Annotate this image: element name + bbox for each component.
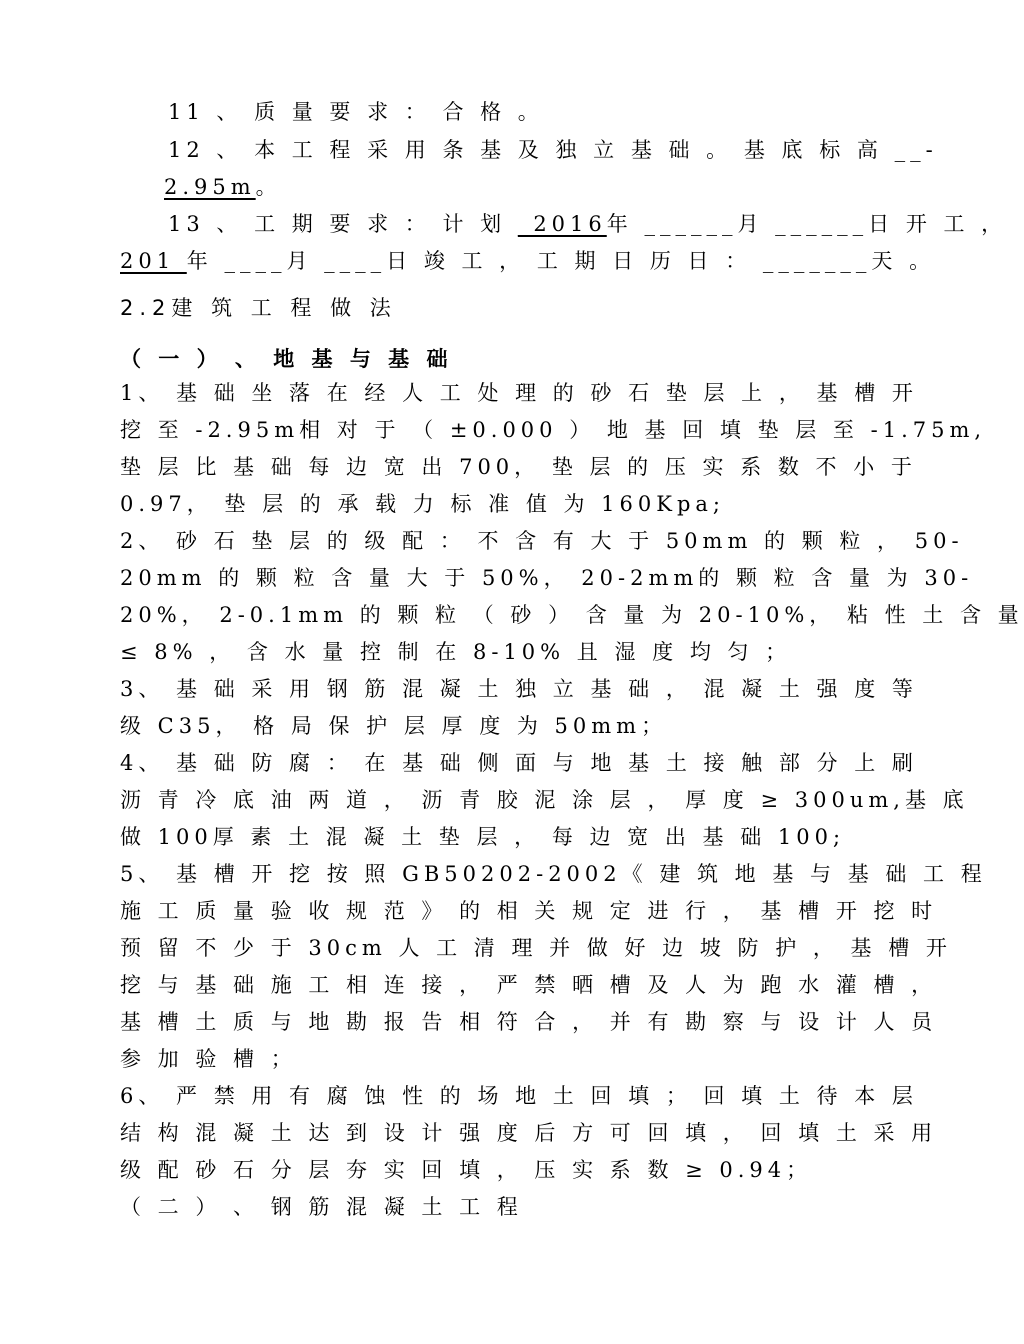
item-13-start-label: 日 开 工 ， — [868, 212, 1008, 236]
body-line: 结 构 混 凝 土 达 到 设 计 强 度 后 方 可 回 填 ， 回 填 土 采 用 — [120, 1121, 938, 1145]
body-line: 预 留 不 少 于 30cm 人 工 清 理 并 做 好 边 坡 防 护 ， 基 槽 开 — [120, 936, 952, 960]
item-13-end-year: 201 — [120, 249, 187, 273]
body-line: 沥 青 冷 底 油 两 道 ， 沥 青 胶 泥 涂 层 ， 厚 度 ≥ 300um,基 底 — [120, 788, 969, 812]
item-13 — [168, 208, 1008, 240]
item-13-text: 13 、 工 期 要 求 ： 计 划 — [168, 212, 518, 236]
item-13-end-month-label: 月 — [286, 249, 325, 273]
section-title: 2.2建 筑 工 程 做 法 — [120, 296, 397, 320]
body-line: 做 100厚 素 土 混 凝 土 垫 层 ， 每 边 宽 出 基 础 100; — [120, 825, 846, 849]
body-line: 20%， 2-0.1mm 的 颗 粒 （ 砂 ） 含 量 为 20-10%， 粘 性 土 含 量 — [120, 603, 1024, 627]
item-11 — [168, 96, 858, 128]
item-13-month-label: 月 — [737, 212, 776, 236]
body-line: 参 加 验 槽 ； — [120, 1047, 297, 1071]
item-12-text: 12 、 本 工 程 采 用 条 基 及 独 立 基 础 。 基 底 标 高 — [168, 138, 895, 162]
item-13-cont — [120, 245, 936, 277]
subsection-concrete: （ 二 ） 、 钢 筋 混 凝 土 工 程 — [120, 1195, 523, 1219]
item-13-days-blank: _______ — [762, 249, 872, 273]
body-line: 挖 至 -2.95m相 对 于 （ ±0.000 ） 地 基 回 填 垫 层 至 -1.75m, — [120, 418, 987, 442]
subsection-foundation — [120, 343, 850, 375]
body-line: 基 槽 土 质 与 地 勘 报 告 相 符 合 ， 并 有 勘 察 与 设 计 人 员 — [120, 1010, 938, 1034]
body-line: 垫 层 比 基 础 每 边 宽 出 700， 垫 层 的 压 实 系 数 不 小 于 — [120, 455, 917, 479]
item-13-end-label: 日 竣 工 ， 工 期 日 历 日 ： — [386, 249, 763, 273]
body-line: 级 配 砂 石 分 层 夯 实 回 填 ， 压 实 系 数 ≥ 0.94； — [120, 1158, 813, 1182]
item-13-end-day-blank: ____ — [324, 249, 387, 273]
item-12 — [168, 134, 938, 166]
item-12-cont — [164, 171, 894, 203]
body-line: 施 工 质 量 验 收 规 范 》 的 相 关 规 定 进 行 ， 基 槽 开 挖 时 — [120, 899, 938, 923]
item-12-elevation-value: 2.95m — [164, 175, 256, 199]
body-line: 4、 基 础 防 腐 ： 在 基 础 侧 面 与 地 基 土 接 触 部 分 上 刷 — [120, 751, 918, 775]
item-13-days-label: 天 。 — [871, 249, 936, 273]
item-12-elevation-start: __- — [894, 138, 938, 162]
subsection-foundation-title: （ 一 ） 、 地 基 与 基 础 — [120, 346, 453, 371]
body-line: 20mm 的 颗 粒 含 量 大 于 50%， 20-2mm的 颗 粒 含 量 为 30- — [120, 566, 974, 590]
body-line: 1、 基 础 坐 落 在 经 人 工 处 理 的 砂 石 垫 层 上 ， 基 槽 开 — [120, 381, 918, 405]
body-line: 0.97， 垫 层 的 承 载 力 标 准 值 为 160Kpa; — [120, 492, 725, 516]
item-13-year-label: 年 — [606, 212, 645, 236]
body-line: 挖 与 基 础 施 工 相 连 接 ， 严 禁 晒 槽 及 人 为 跑 水 灌 槽 ， — [120, 973, 938, 997]
body-line: 5、 基 槽 开 挖 按 照 GB50202-2002《 建 筑 地 基 与 基 础 工 程 — [120, 862, 987, 886]
item-13-end-month-blank: ____ — [224, 249, 287, 273]
body-line: ≤ 8% ， 含 水 量 控 制 在 8-10% 且 湿 度 均 匀 ； — [120, 640, 792, 664]
item-13-start-year: _2016 — [517, 212, 607, 236]
item-13-start-day-blank: ______ — [775, 212, 869, 236]
body-line: 级 C35， 格 局 保 护 层 厚 度 为 50mm； — [120, 714, 668, 738]
body-line: 6、 严 禁 用 有 腐 蚀 性 的 场 地 土 回 填 ； 回 填 土 待 本 层 — [120, 1084, 918, 1108]
item-13-start-month-blank: ______ — [644, 212, 738, 236]
body-line: 2、 砂 石 垫 层 的 级 配 ： 不 含 有 大 于 50mm 的 颗 粒 ， 50- — [120, 529, 964, 553]
item-11-text: 11 、 质 量 要 求 ： 合 格 。 — [168, 100, 544, 124]
item-13-end-year-label: 年 — [186, 249, 225, 273]
item-12-end: 。 — [255, 175, 282, 199]
body-line: 3、 基 础 采 用 钢 筋 混 凝 土 独 立 基 础 ， 混 凝 土 强 度 等 — [120, 677, 918, 701]
